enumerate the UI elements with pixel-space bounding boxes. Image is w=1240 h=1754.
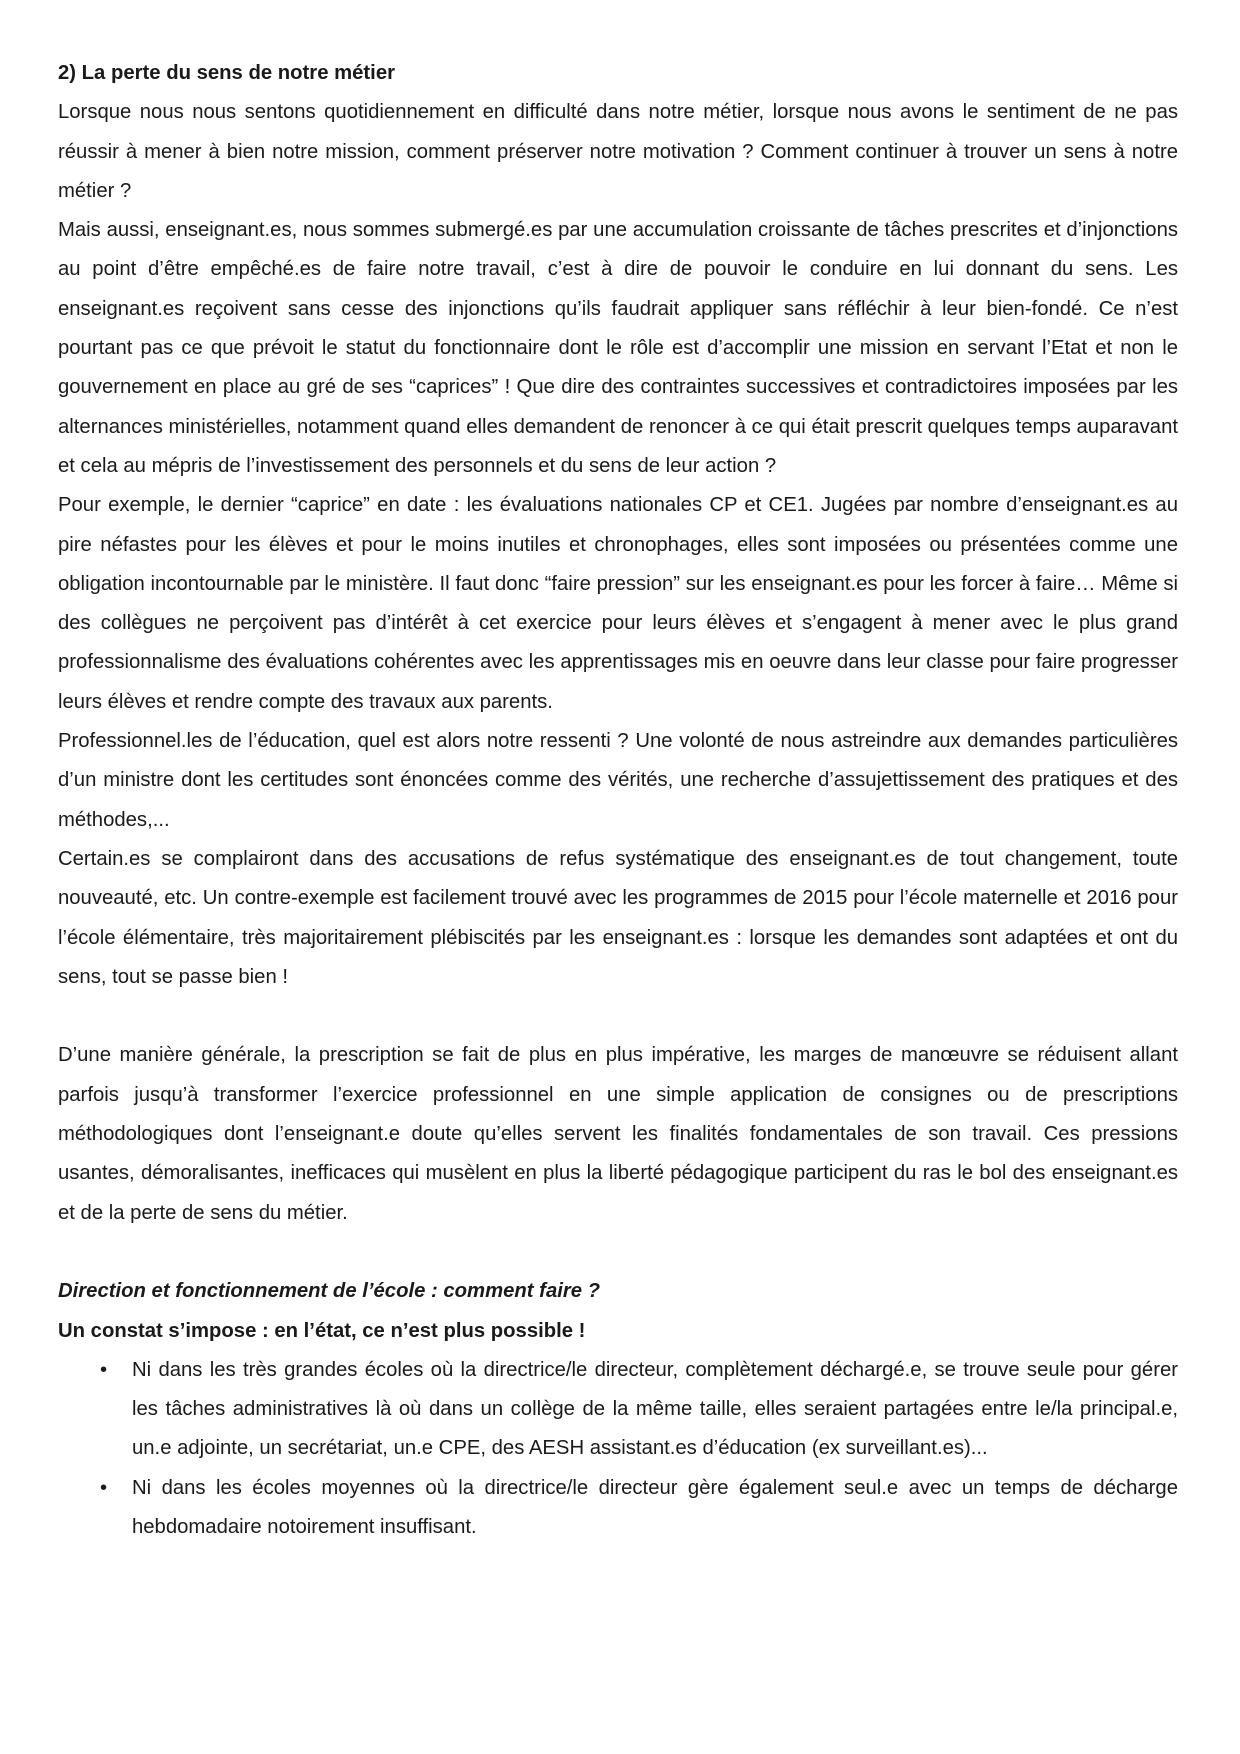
paragraph-contre-exemple: Certain.es se complairont dans des accusations de refus systématique des enseignant.es de tout changement, toute nouveauté, etc. Un contre-exemple est facilement trouvé avec les programmes de 2015 pour l’école maternelle et 2016 pour l’école élémentaire, très majoritairement plébiscités par les enseignant.es : lorsque les demandes sont adaptées et ont du sens, tout se passe bien ! (58, 847, 1178, 988)
bullet-marker: • (100, 1358, 108, 1381)
paragraph-prescription: D’une manière générale, la prescription se fait de plus en plus impérative, les marges de manœuvre se réduisent allant parfois jusqu’à transformer l’exercice professionnel en une simple application de consignes ou de prescriptions méthodologiques dont l’enseignant.e doute qu’elles servent les finalités fondamentales de son travail. Ces pressions usantes, démoralisantes, inefficaces qui musèlent en plus la liberté pédagogique participent du ras le bol des enseignant.es et de la perte de sens du métier. (58, 1044, 1178, 1224)
subheading-constat: Un constat s’impose : en l’état, ce n’est plus possible ! (58, 1319, 586, 1342)
bullet-list (58, 1351, 1178, 1547)
paragraph-intro: Lorsque nous nous sentons quotidiennement en difficulté dans notre métier, lorsque nous avons le sentiment de ne pas réussir à mener à bien notre mission, comment préserver notre motivation ? Comment continuer à trouver un sens à notre métier ? (58, 101, 1178, 202)
paragraph-ressenti: Professionnel.les de l’éducation, quel est alors notre ressenti ? Une volonté de nous astreindre aux demandes particulières d’un ministre dont les certitudes sont énoncées comme des vérités, une recherche d’assujettissement des pratiques et des méthodes,... (58, 730, 1178, 831)
list-item (100, 1469, 1178, 1548)
paragraph-spacer (58, 997, 1178, 1036)
paragraph-evaluations: Pour exemple, le dernier “caprice” en date : les évaluations nationales CP et CE1. Jugées par nombre d’enseignant.es au pire néfastes pour les élèves et pour le moins inutiles et chronophages, elles sont imposées ou présentées comme une obligation incontournable par le ministère. Il faut donc “faire pression” sur les enseignant.es pour les forcer à faire… Même si des collègues ne perçoivent pas d’intérêt à cet exercice pour leurs élèves et s’engagent à mener avec le plus grand professionnalisme des évaluations cohérentes avec les apprentissages mis en oeuvre dans leur classe pour faire progresser leurs élèves et rendre compte des travaux aux parents. (58, 494, 1178, 713)
list-item (100, 1351, 1178, 1469)
paragraph-spacer (58, 1233, 1178, 1272)
list-item-text: Ni dans les écoles moyennes où la directrice/le directeur gère également seul.e avec un temps de décharge hebdomadaire notoirement insuffisant. (132, 1476, 1178, 1538)
subheading-direction: Direction et fonctionnement de l’école : comment faire ? (58, 1280, 601, 1303)
list-item-text: Ni dans les très grandes écoles où la directrice/le directeur, complètement déchargé.e, se trouve seule pour gérer les tâches administratives là où dans un collège de la même taille, elles seraient partagées entre le/la principal.e, un.e adjointe, un secrétariat, un.e CPE, des AESH assistant.es d’éducation (ex surveillant.es)... (132, 1358, 1178, 1460)
section-title: 2) La perte du sens de notre métier (58, 62, 395, 84)
paragraph-injonctions: Mais aussi, enseignant.es, nous sommes submergé.es par une accumulation croissante de tâches prescrites et d’injonctions au point d’être empêché.es de faire notre travail, c’est à dire de pouvoir le conduire en lui donnant du sens. Les enseignant.es reçoivent sans cesse des injonctions qu’ils faudrait appliquer sans réfléchir à leur bien-fondé. Ce n’est pourtant pas ce que prévoit le statut du fonctionnaire dont le rôle est d’accomplir une mission en servant l’Etat et non le gouvernement en place au gré de ses “caprices” ! Que dire des contraintes successives et contradictoires imposées par les alternances ministérielles, notamment quand elles demandent de renoncer à ce qui était prescrit quelques temps auparavant et cela au mépris de l’investissement des personnels et du sens de leur action ? (58, 219, 1178, 477)
bullet-marker: • (100, 1476, 108, 1499)
